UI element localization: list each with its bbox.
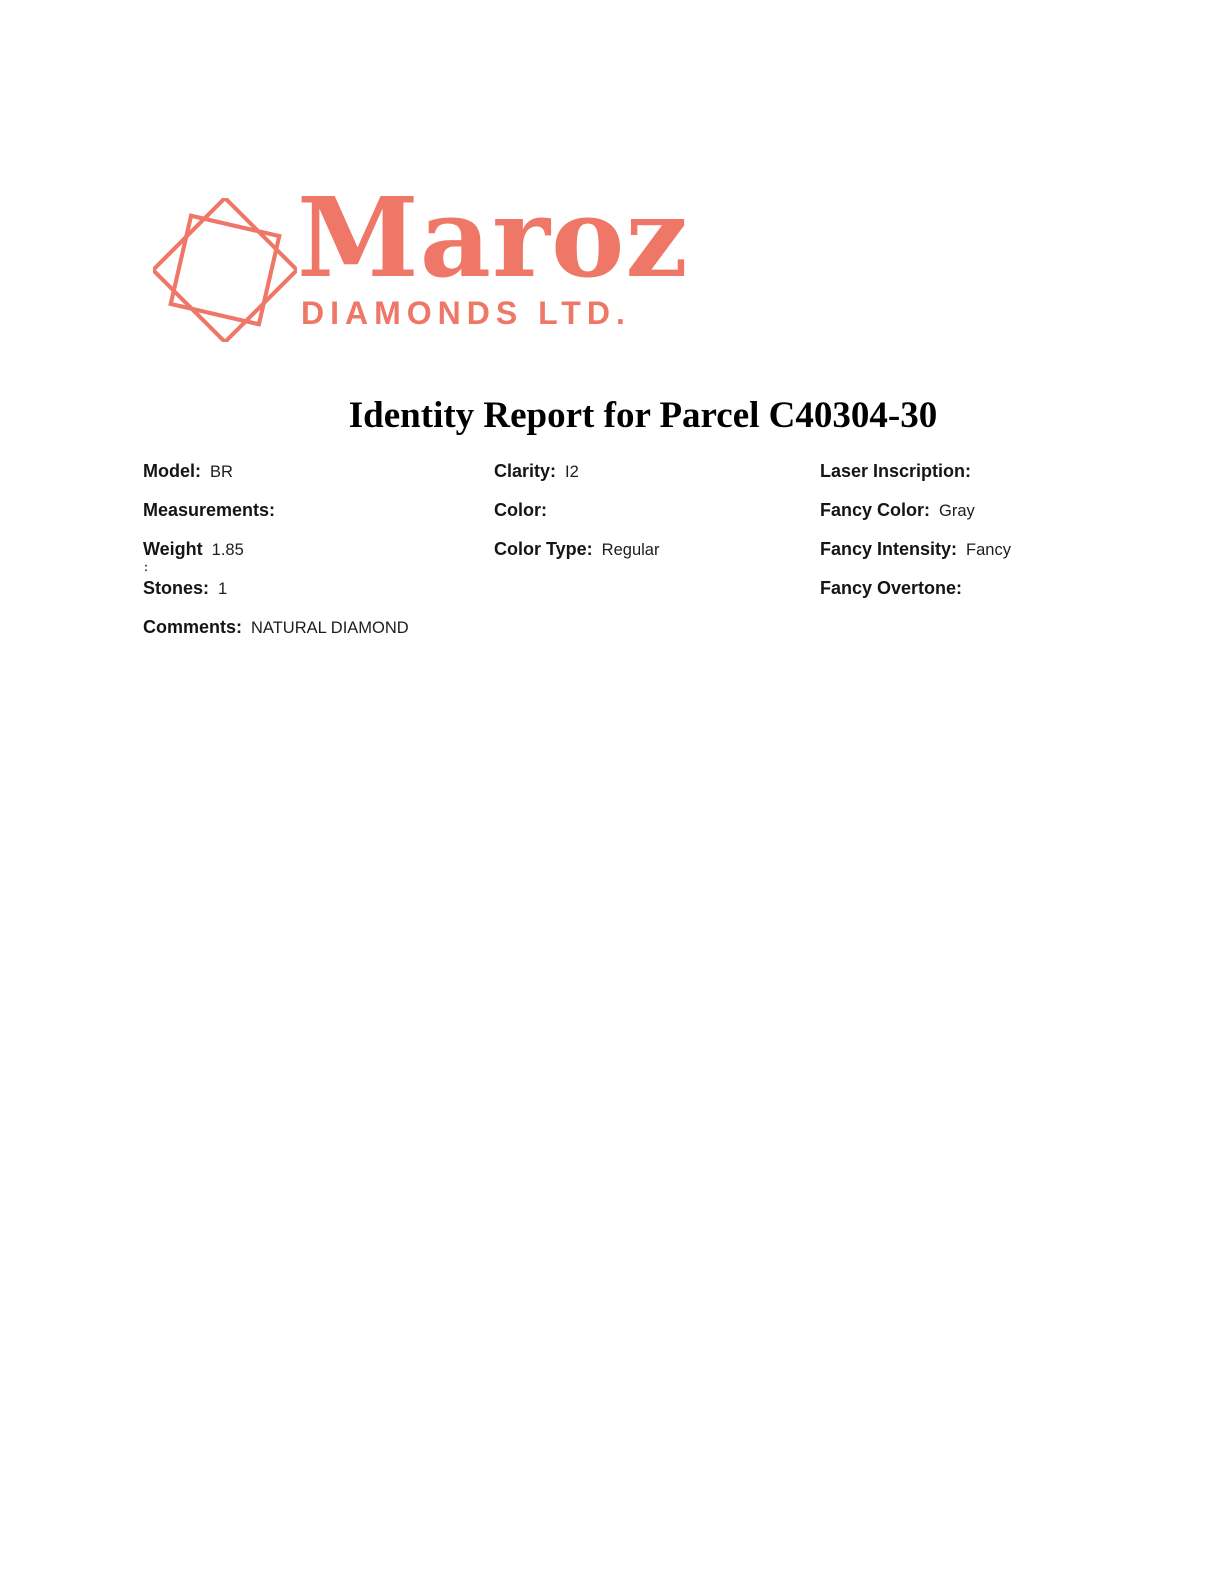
field-clarity [494, 461, 814, 500]
field-value: Fancy [966, 541, 1011, 559]
field-label: Stones: [143, 578, 210, 598]
field-label: Fancy Intensity: [820, 539, 958, 559]
field-value: Gray [939, 502, 975, 520]
field-comments [143, 617, 488, 656]
fields-column-middle [494, 461, 814, 578]
field-label: Measurements: [143, 500, 276, 520]
field-stones [143, 578, 488, 617]
field-value: I2 [565, 463, 579, 481]
field-measurements [143, 500, 488, 539]
wrapped-colon: : [144, 560, 148, 574]
field-label: Fancy Color: [820, 500, 931, 520]
field-value: 1.85 [211, 541, 244, 559]
field-value: 1 [218, 580, 228, 598]
field-label: Weight [143, 539, 203, 559]
field-laser-inscription [820, 461, 1180, 500]
fields-column-right [820, 461, 1180, 617]
logo-diamond-square [153, 198, 297, 342]
field-color [494, 500, 814, 539]
field-label: Clarity: [494, 461, 557, 481]
brand-name: Maroz [297, 173, 689, 302]
page-title: Identity Report for Parcel C40304-30 [348, 395, 938, 436]
field-model [143, 461, 488, 500]
brand-subtitle: DIAMONDS LTD. [301, 295, 631, 331]
field-label: Color Type: [494, 539, 593, 559]
field-value: Regular [601, 541, 660, 559]
field-label: Fancy Overtone: [820, 578, 963, 598]
field-weight [143, 539, 488, 578]
logo-tilted-square [171, 216, 280, 325]
maroz-star-logo-icon [153, 198, 297, 342]
fields-column-left [143, 461, 488, 656]
field-label: Model: [143, 461, 201, 481]
field-fancy-overtone [820, 578, 1180, 617]
field-label: Comments: [143, 617, 243, 637]
field-fancy-color [820, 500, 1180, 539]
field-fancy-intensity [820, 539, 1180, 578]
field-label: Laser Inscription: [820, 461, 972, 481]
field-label: Color: [494, 500, 547, 520]
field-value: NATURAL DIAMOND [251, 619, 409, 637]
field-color-type [494, 539, 814, 578]
field-value: BR [210, 463, 233, 481]
